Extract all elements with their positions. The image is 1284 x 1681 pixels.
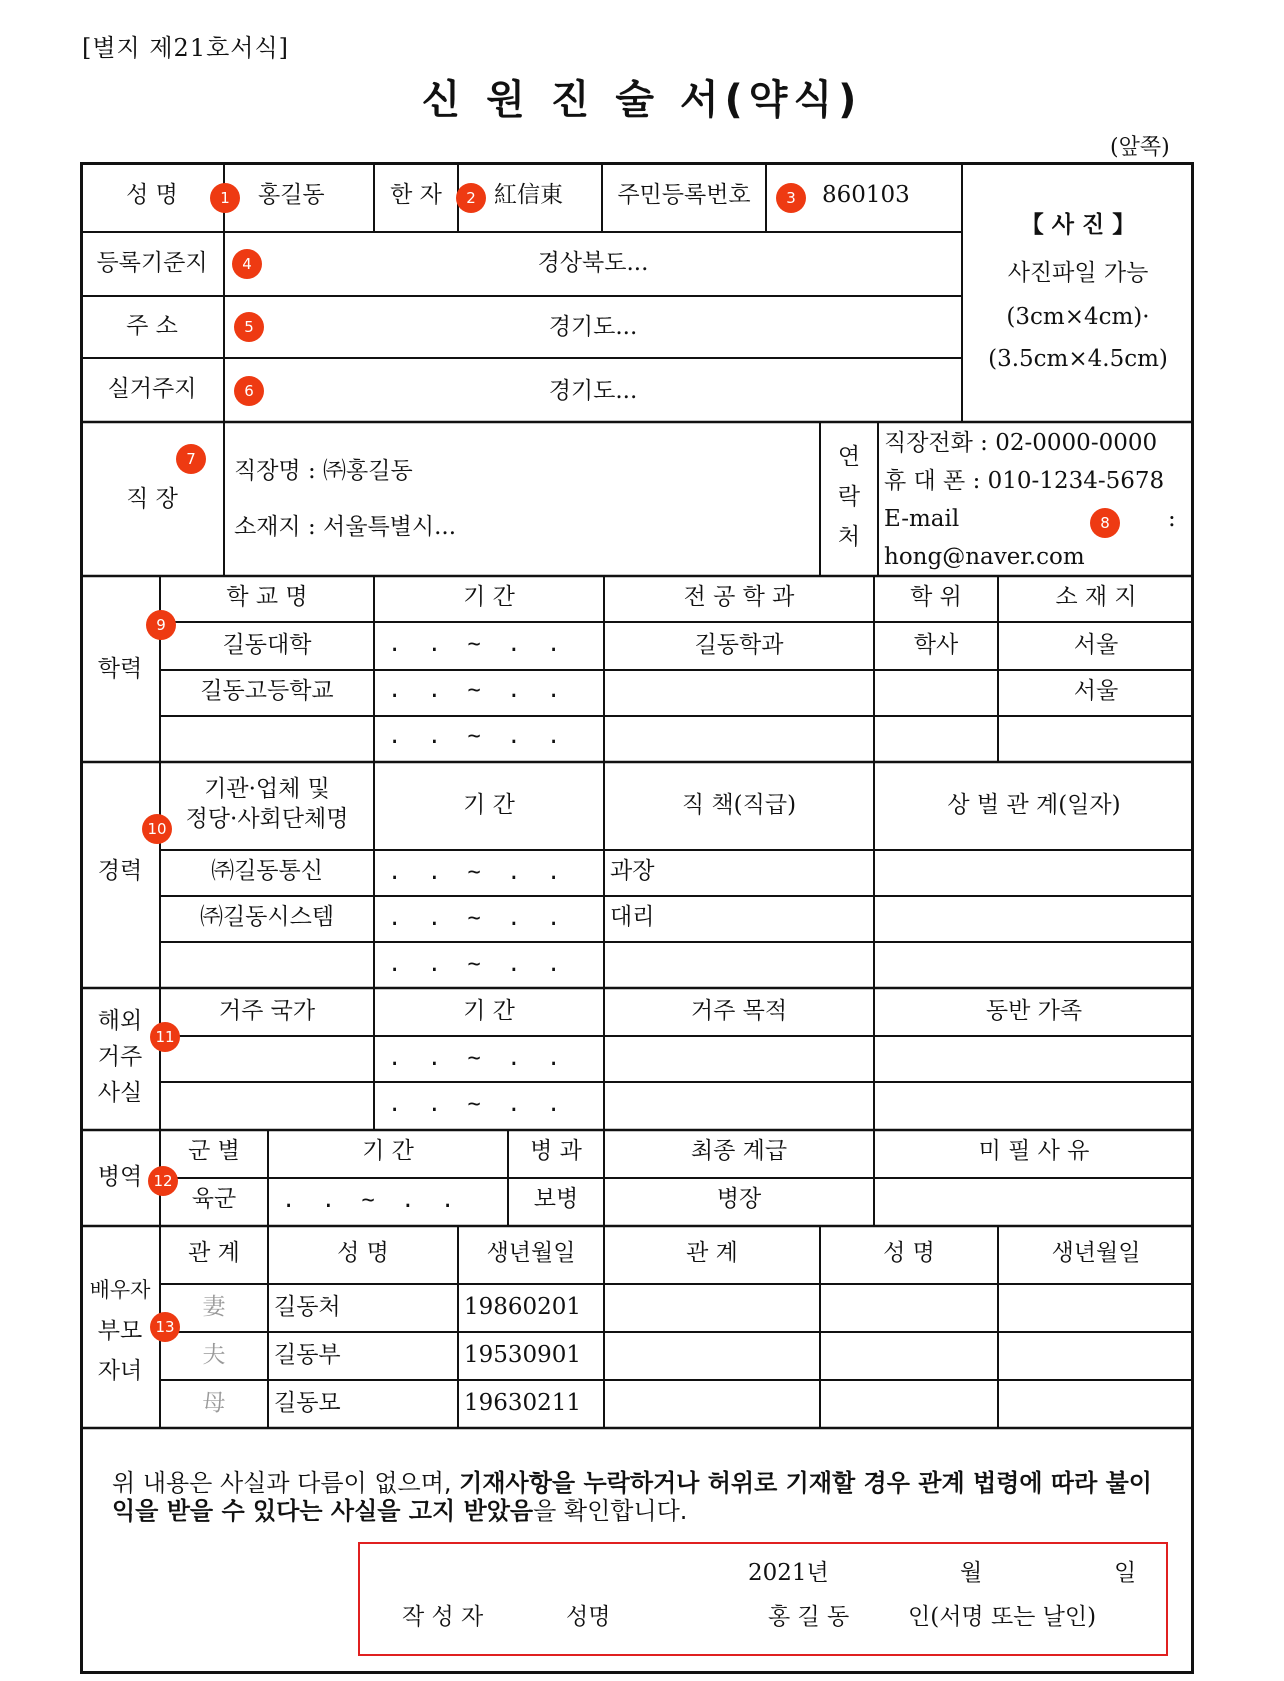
family-label-2: 부모 [97,1318,143,1344]
contact-label-3: 처 [837,524,861,550]
edu-header-location: 소 재 지 [1055,584,1137,610]
mobile-phone[interactable]: 휴 대 폰 : 010-1234-5678 [884,468,1165,494]
career-period-3[interactable]: . . ~ . . [388,952,561,977]
sign-month[interactable]: 월 [960,1560,983,1586]
marker-9: 9 [146,610,176,640]
residence-value[interactable]: 경기도... [548,378,638,404]
career-header-awards: 상 벌 관 계(일자) [947,792,1121,818]
email-label: E-mail [884,506,960,532]
overseas-period-2[interactable]: . . ~ . . [388,1092,561,1117]
fam-name-2[interactable]: 길동부 [274,1342,341,1368]
edu-period-1[interactable]: . . ~ . . [388,632,561,657]
edu-header-school: 학 교 명 [226,584,308,610]
edu-period-3[interactable]: . . ~ . . [388,724,561,749]
edu-school-1[interactable]: 길동대학 [222,632,312,658]
contact-label-2: 락 [837,484,861,510]
sign-day[interactable]: 일 [1114,1560,1137,1586]
edu-degree-1[interactable]: 학사 [913,632,959,658]
email-colon: : [1168,506,1176,532]
marker-5: 5 [234,312,264,342]
family-label-1: 배우자 [89,1278,151,1302]
address-value[interactable]: 경기도... [548,314,638,340]
career-position-2[interactable]: 대리 [610,904,655,930]
confirmation-notice [112,1470,1172,1525]
overseas-header-purpose: 거주 목적 [690,998,788,1024]
fam-birth-1[interactable]: 19860201 [464,1294,582,1320]
military-label: 병역 [97,1164,143,1190]
education-label: 학력 [97,656,143,682]
marker-7: 7 [176,444,206,474]
work-location[interactable]: 소재지 : 서울특별시... [234,514,457,540]
mil-period[interactable]: . . ~ . . [282,1188,455,1213]
career-header-org-1: 기관·업체 및 [204,776,330,802]
registry-label: 등록기준지 [96,250,208,276]
sign-year[interactable]: 2021년 [748,1560,829,1586]
edu-period-2[interactable]: . . ~ . . [388,678,561,703]
career-org-2[interactable]: ㈜길동시스템 [199,904,335,930]
photo-title: 【 사 진 】 [1020,211,1136,238]
career-header-position: 직 책(직급) [681,792,797,818]
marker-4: 4 [232,249,262,279]
hanja-label: 한 자 [390,182,442,208]
form-title: 신 원 진 술 서(약식) [421,77,863,123]
fam-header-relation-2: 관 계 [686,1240,738,1266]
hanja-value[interactable]: 紅信東 [494,182,563,208]
name-label: 성 명 [126,182,178,208]
fam-relation-2[interactable]: 夫 [202,1342,226,1368]
overseas-label-3: 사실 [97,1080,143,1106]
career-label: 경력 [97,858,143,884]
fam-header-birth-2: 생년월일 [1051,1240,1141,1266]
mil-header-branch: 군 별 [188,1138,240,1164]
edu-school-2[interactable]: 길동고등학교 [200,678,334,704]
photo-line-2: (3cm×4cm)· [1006,304,1150,330]
fam-header-name-1: 성 명 [337,1240,389,1266]
name-value[interactable]: 홍길동 [258,182,325,208]
marker-12: 12 [148,1166,178,1196]
registry-value[interactable]: 경상북도... [537,250,649,276]
overseas-label-1: 해외 [97,1008,143,1034]
career-period-1[interactable]: . . ~ . . [388,860,561,885]
rrn-value[interactable]: 860103 [822,182,910,208]
mil-header-specialty: 병 과 [530,1138,582,1164]
contact-label-1: 연 [837,444,861,470]
marker-13: 13 [150,1312,180,1342]
edu-major-1[interactable]: 길동학과 [694,632,784,658]
marker-2: 2 [456,183,486,213]
career-period-2[interactable]: . . ~ . . [388,906,561,931]
family-label-3: 자녀 [97,1358,143,1384]
writer-label: 작 성 자 [402,1604,484,1630]
email-value[interactable]: hong@naver.com [884,544,1085,570]
sign-seal[interactable]: 인(서명 또는 날인) [908,1604,1097,1630]
mil-header-rank: 최종 계급 [690,1138,788,1164]
overseas-header-country: 거주 국가 [218,998,316,1024]
career-position-1[interactable]: 과장 [610,858,655,884]
overseas-header-family: 동반 가족 [985,998,1083,1024]
edu-header-degree: 학 위 [910,584,962,610]
marker-11: 11 [150,1022,180,1052]
mil-specialty[interactable]: 보병 [533,1186,579,1212]
edu-location-1[interactable]: 서울 [1073,632,1119,658]
sign-name-label: 성명 [566,1604,611,1630]
fam-name-3[interactable]: 길동모 [274,1390,341,1416]
fam-header-relation-1: 관 계 [188,1240,240,1266]
fam-birth-3[interactable]: 19630211 [464,1390,582,1416]
marker-1: 1 [210,183,240,213]
work-company[interactable]: 직장명 : ㈜홍길동 [234,458,413,484]
notice-part-3: 을 확인합니다. [533,1496,688,1525]
mil-header-period: 기 간 [362,1138,414,1164]
overseas-header-period: 기 간 [463,998,515,1024]
overseas-label-2: 거주 [97,1044,143,1070]
edu-header-period: 기 간 [463,584,515,610]
marker-10: 10 [142,814,172,844]
marker-6: 6 [234,376,264,406]
work-label: 직 장 [126,486,178,512]
overseas-period-1[interactable]: . . ~ . . [388,1046,561,1071]
career-header-period: 기 간 [463,792,515,818]
sign-name-value[interactable]: 홍 길 동 [768,1604,850,1630]
rrn-label: 주민등록번호 [617,182,751,208]
notice-part-1: 위 내용은 사실과 다름이 없으며, [112,1469,460,1497]
form-side-label: (앞쪽) [1110,135,1170,160]
fam-birth-2[interactable]: 19530901 [464,1342,582,1368]
fam-relation-3[interactable]: 母 [202,1390,226,1416]
marker-3: 3 [776,183,806,213]
fam-header-birth-1: 생년월일 [486,1240,576,1266]
fam-name-1[interactable]: 길동처 [274,1294,341,1320]
career-org-1[interactable]: ㈜길동통신 [211,858,323,884]
fam-header-name-2: 성 명 [883,1240,935,1266]
residence-label: 실거주지 [107,376,197,402]
mil-rank[interactable]: 병장 [716,1186,762,1212]
edu-location-2[interactable]: 서울 [1073,678,1119,704]
mil-header-reason: 미 필 사 유 [978,1138,1090,1164]
form-code: [별지 제21호서식] [82,34,289,62]
work-phone[interactable]: 직장전화 : 02-0000-0000 [884,430,1158,456]
edu-header-major: 전 공 학 과 [683,584,795,610]
career-header-org-2: 정당·사회단체명 [185,806,349,832]
address-label: 주 소 [126,313,178,339]
photo-line-1: 사진파일 가능 [1007,260,1149,286]
mil-branch[interactable]: 육군 [191,1186,237,1212]
photo-line-3: (3.5cm×4.5cm) [988,346,1168,372]
fam-relation-1[interactable]: 妻 [202,1294,226,1320]
notice-part-2: 기재사항을 누락하거나 허위로 기재할 경우 관계 법령에 따라 불이익을 받을 수 있다는 사실을 고지 받았음 [112,1469,1152,1525]
marker-8: 8 [1090,508,1120,538]
